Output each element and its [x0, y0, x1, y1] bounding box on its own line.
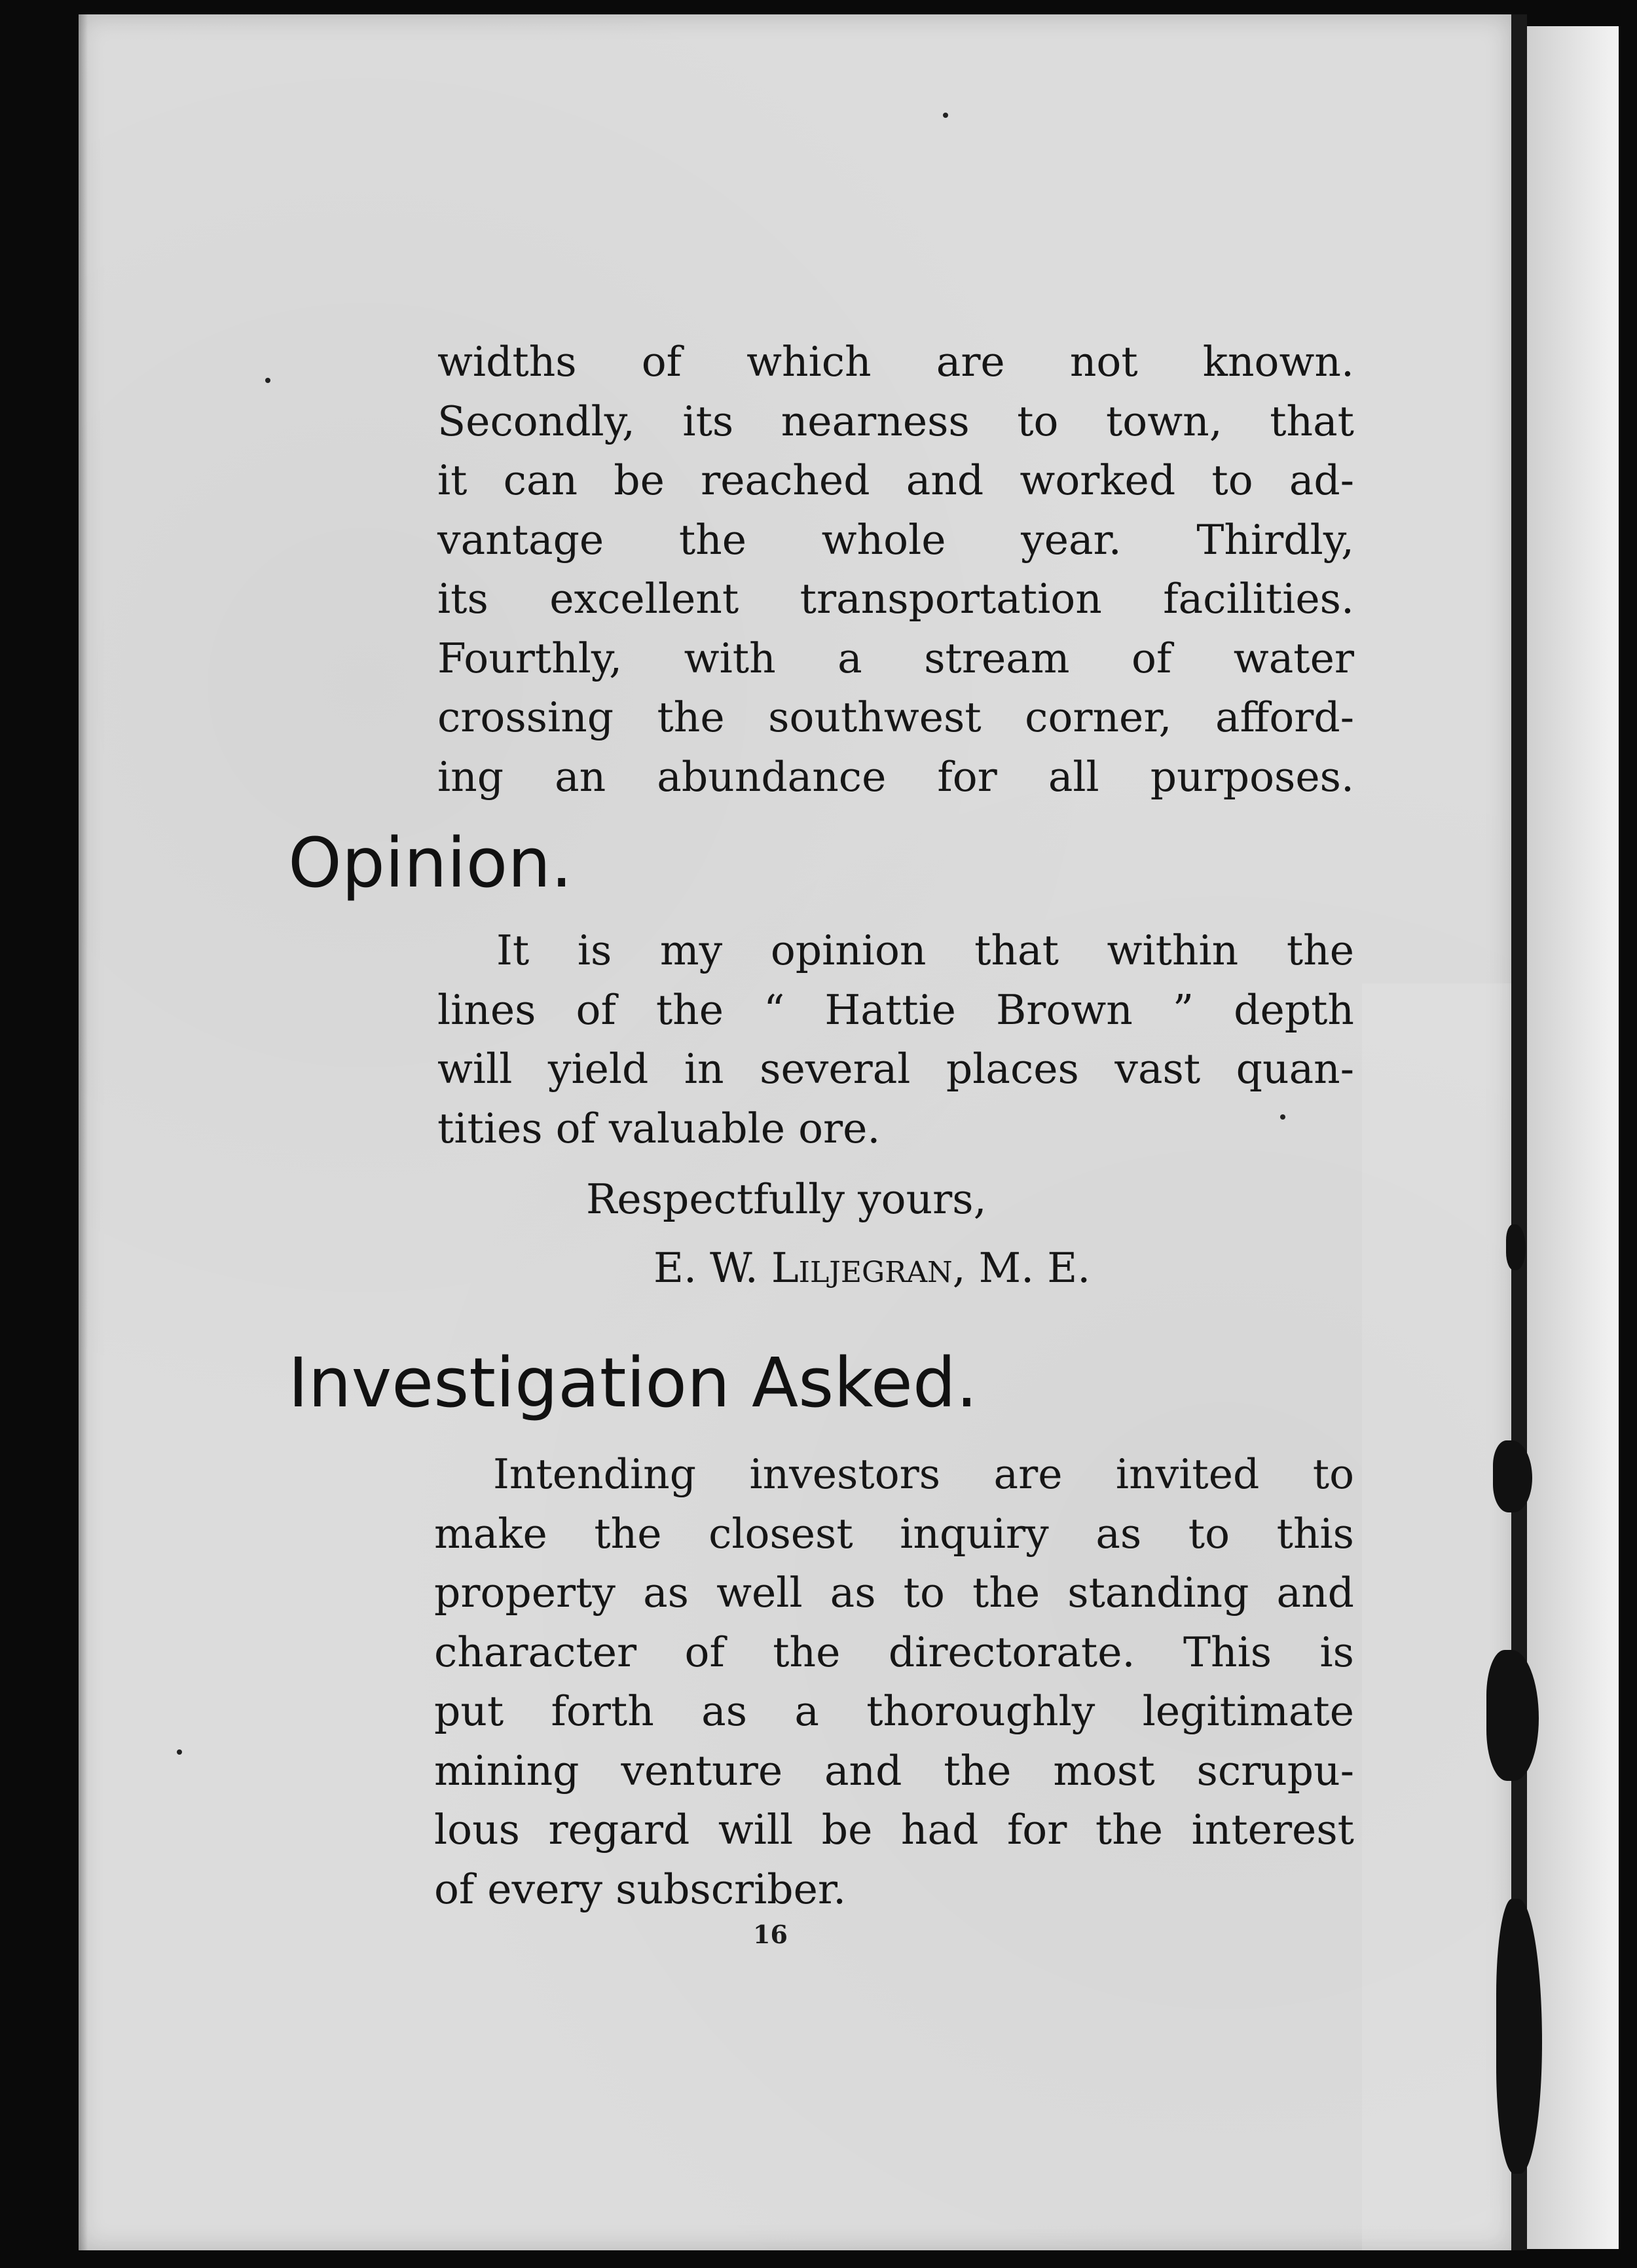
text-line: lines of the “ Hattie Brown ” depth [437, 985, 1354, 1034]
text-line: ing an abundance for all purposes. [437, 752, 1354, 801]
investigation-heading: Investigation Asked. [288, 1343, 978, 1423]
paper-speck [177, 1749, 182, 1755]
page-gutter-shadow [79, 14, 88, 2250]
text-line: Fourthly, with a stream of water [437, 634, 1354, 682]
paper-speck [265, 378, 270, 383]
text-line: make the closest inquiry as to this [434, 1509, 1354, 1558]
text-line: lous regard will be had for the interest [434, 1806, 1354, 1854]
page-number: 16 [753, 1920, 788, 1949]
text-line: mining venture and the most scrupu- [434, 1746, 1354, 1795]
text-line: will yield in several places vast quan- [437, 1045, 1354, 1093]
text-line: it can be reached and worked to ad- [437, 456, 1354, 504]
opinion-paragraph [437, 921, 1354, 1158]
text-line: property as well as to the standing and [434, 1569, 1354, 1617]
ink-blot [1506, 1224, 1526, 1270]
text-line: tities of valuable ore. [437, 1104, 881, 1152]
scanned-page [79, 14, 1511, 2250]
text-line: vantage the whole year. Thirdly, [437, 515, 1354, 564]
letter-closing: Respectfully yours, [586, 1175, 987, 1223]
text-line: its excellent transportation facilities. [437, 575, 1354, 623]
signature-initials: E. W. [653, 1244, 758, 1292]
investigation-paragraph [434, 1445, 1354, 1919]
text-line: character of the directorate. This is [434, 1628, 1354, 1676]
ink-blot [1493, 1440, 1532, 1512]
paper-speck [943, 113, 948, 118]
text-line: crossing the southwest corner, afford- [437, 693, 1354, 741]
facing-page-edge [1527, 26, 1619, 2249]
signature [653, 1239, 1090, 1298]
text-line: Secondly, its nearness to town, that [437, 397, 1354, 445]
opinion-heading: Opinion. [288, 823, 573, 903]
text-line: put forth as a thoroughly legitimate [434, 1687, 1354, 1735]
text-line: It is my opinion that within the [496, 926, 1354, 974]
signature-surname: Liljegran, [771, 1244, 966, 1292]
text-line: Intending investors are invited to [493, 1450, 1354, 1498]
continuation-paragraph [437, 333, 1354, 807]
page-paper-tone [1362, 983, 1511, 2250]
text-line: of every subscriber. [434, 1865, 847, 1913]
signature-degree: M. E. [978, 1244, 1091, 1292]
text-line: widths of which are not known. [437, 338, 1354, 386]
